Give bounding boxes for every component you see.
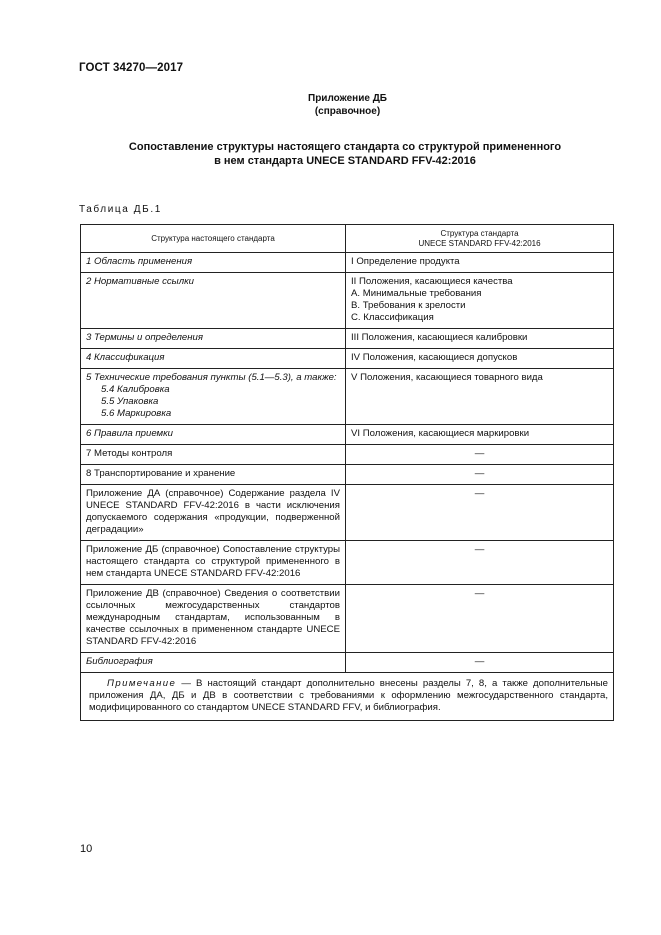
- appendix-subtitle: (справочное): [314, 106, 381, 117]
- cell-left: [81, 369, 346, 425]
- cell-right: —: [346, 585, 614, 653]
- row-text: II Положения, касающиеся качества: [351, 276, 513, 287]
- row-subitem: 5.4 Калибровка: [101, 384, 170, 395]
- row-text: А. Минимальные требования: [351, 288, 482, 299]
- row-text: 5 Технические требования пункты (5.1—5.3), а также:: [86, 372, 337, 383]
- page-number: 10: [80, 843, 93, 855]
- header-left: Структура настоящего стандарта: [81, 225, 346, 253]
- structure-comparison-table: [80, 224, 614, 721]
- row-text: 4 Классификация: [86, 352, 165, 363]
- cell-right: IV Положения, касающиеся допусков: [346, 349, 614, 369]
- cell-left: [81, 349, 346, 369]
- cell-right: VI Положения, касающиеся маркировки: [346, 425, 614, 445]
- table-row: [81, 369, 614, 425]
- row-text: 3 Термины и определения: [86, 332, 204, 343]
- table-note: [81, 673, 614, 721]
- header-right: [346, 225, 614, 253]
- table-row: [81, 253, 614, 273]
- table-row: [81, 465, 614, 485]
- cell-left: Приложение ДА (справочное) Содержание раздела IV UNECE STANDARD FFV-42:2016 в части исключения допускаемого содержания «продукции, подверженной деградации»: [81, 485, 346, 541]
- cell-left: Приложение ДВ (справочное) Сведения о соответствии ссылочных межгосударственных стандартов международным стандартам, использованным в качестве ссылочных в примененном стандарте UNECE STANDARD FFV-42:2016: [81, 585, 346, 653]
- cell-right: —: [346, 445, 614, 465]
- note-label: Примечание: [107, 678, 177, 689]
- table-note-row: [81, 673, 614, 721]
- table-row: [81, 485, 614, 541]
- cell-right: I Определение продукта: [346, 253, 614, 273]
- row-text: 6 Правила приемки: [86, 428, 173, 439]
- table-row: [81, 329, 614, 349]
- cell-right: III Положения, касающиеся калибровки: [346, 329, 614, 349]
- cell-right: [346, 273, 614, 329]
- header-right-line2: UNECE STANDARD FFV-42:2016: [418, 238, 541, 248]
- header-right-line1: Структура стандарта: [440, 228, 519, 238]
- table-label: Таблица ДБ.1: [79, 204, 162, 215]
- table-row: [81, 349, 614, 369]
- table-row: [81, 653, 614, 673]
- cell-left: [81, 653, 346, 673]
- document-title-line2: в нем стандарта UNECE STANDARD FFV-42:2016: [214, 154, 476, 167]
- table-row: [81, 541, 614, 585]
- appendix-title: Приложение ДБ: [308, 93, 387, 104]
- cell-left: [81, 273, 346, 329]
- row-subitem: 5.5 Упаковка: [101, 396, 159, 407]
- row-text: В. Требования к зрелости: [351, 300, 466, 311]
- cell-right: —: [346, 541, 614, 585]
- cell-left: Приложение ДБ (справочное) Сопоставление структуры настоящего стандарта со структурой примененного в нем стандарта UNECE STANDARD FFV-42:2016: [81, 541, 346, 585]
- cell-left: [81, 425, 346, 445]
- table-row: [81, 425, 614, 445]
- document-title-line1: Сопоставление структуры настоящего стандарта со структурой примененного: [128, 141, 562, 153]
- cell-right: —: [346, 465, 614, 485]
- cell-left: [81, 329, 346, 349]
- row-subitem: 5.6 Маркировка: [101, 408, 172, 419]
- document-title: [79, 141, 611, 168]
- row-text: С. Классификация: [351, 312, 434, 323]
- row-text: Библиография: [86, 656, 153, 667]
- appendix-heading: [0, 92, 661, 118]
- table-row: [81, 273, 614, 329]
- note-text: — В настоящий стандарт дополнительно внесены разделы 7, 8, а также дополнительные приложения ДА, ДБ и ДВ в соответствии с требованиями к оформлению межгосударственного стандарта, модифицированного со стандартом UNECE STANDARD FFV, и библиография.: [89, 678, 608, 713]
- cell-right: —: [346, 485, 614, 541]
- table-row: [81, 445, 614, 465]
- row-text: 2 Нормативные ссылки: [86, 276, 195, 287]
- cell-right: —: [346, 653, 614, 673]
- document-header: ГОСТ 34270—2017: [79, 62, 184, 74]
- cell-left: 7 Методы контроля: [81, 445, 346, 465]
- cell-right: V Положения, касающиеся товарного вида: [346, 369, 614, 425]
- cell-left: 8 Транспортирование и хранение: [81, 465, 346, 485]
- table-row: [81, 585, 614, 653]
- cell-left: [81, 253, 346, 273]
- row-text: 1 Область применения: [86, 256, 193, 267]
- table-header-row: [81, 225, 614, 253]
